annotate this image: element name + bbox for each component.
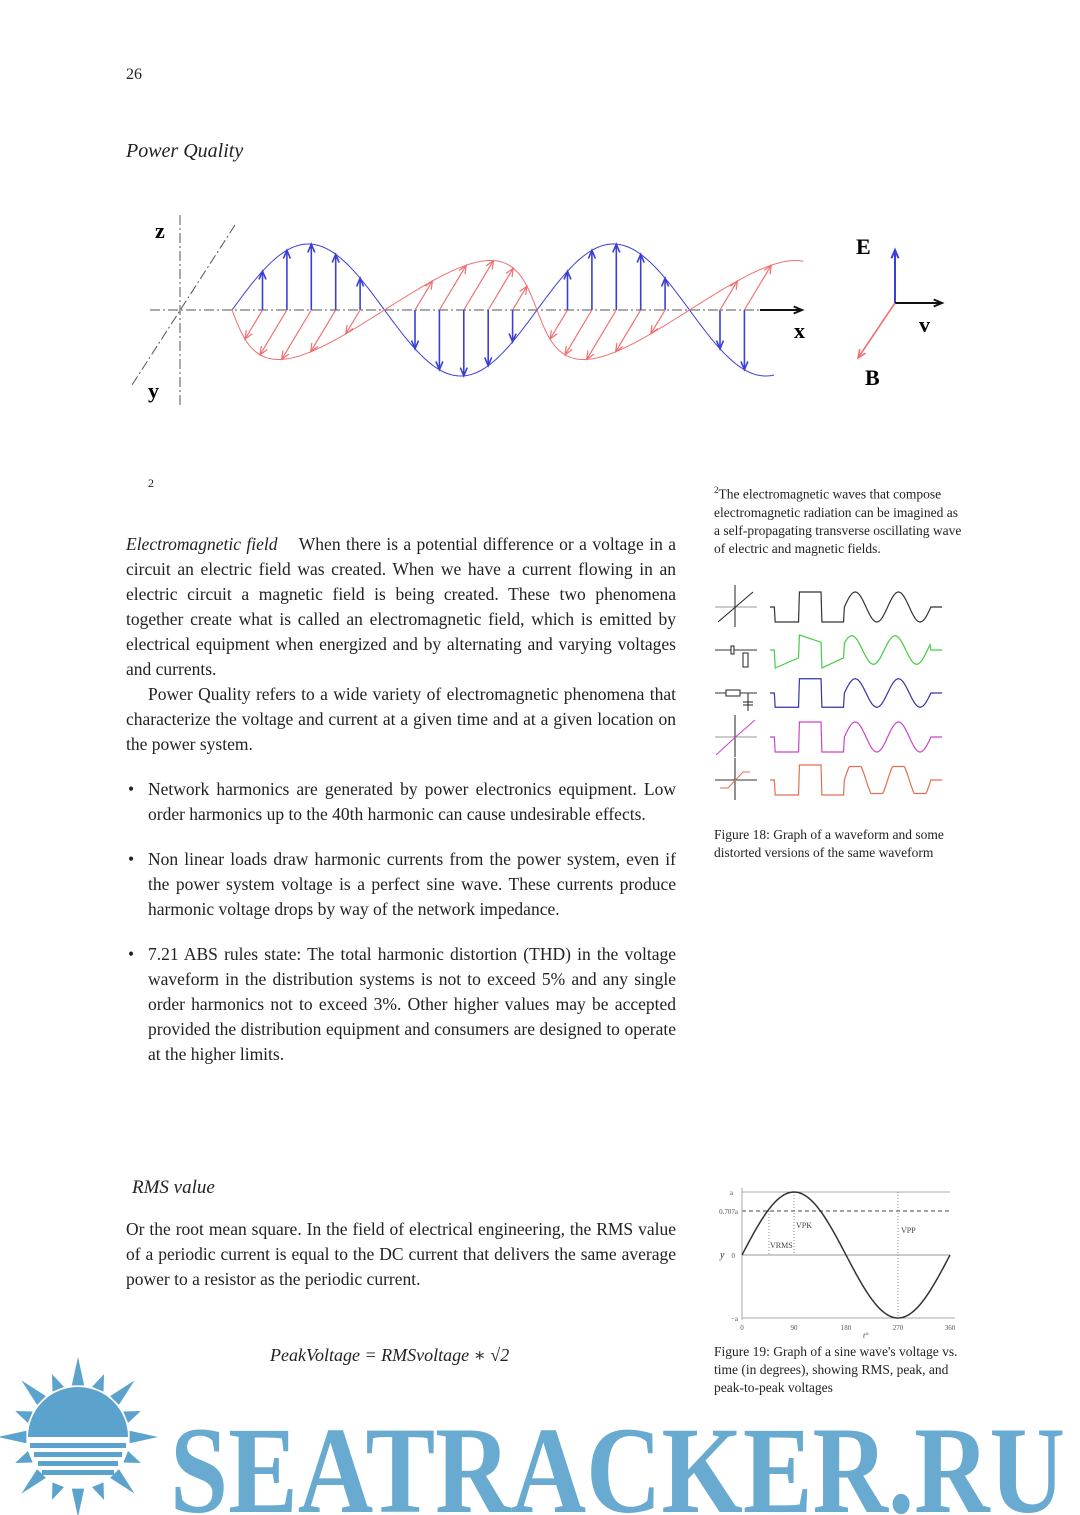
x-tick: 90 bbox=[790, 1324, 798, 1332]
bullet-item: • 7.21 ABS rules state: The total harmonic distortion (THD) in the voltage waveform in the distribution systems is not to exceed 5% and any single order harmonics not to exceed 3%. Other higher values may be accepted provided the distribution equipment and consumers are designed to operate at the higher limits. bbox=[126, 942, 676, 1067]
y-axis-label: y bbox=[720, 1250, 725, 1261]
waveform bbox=[770, 765, 942, 795]
e-vector-label: E bbox=[856, 234, 871, 259]
sidenote-text: The electromagnetic waves that compose electromagnetic radiation can be imagined as a self-propagating transverse oscillating wave of electric and magnetic fields. bbox=[714, 486, 962, 556]
magnetic-field-arrow bbox=[311, 310, 336, 352]
sun-ray bbox=[21, 1380, 45, 1404]
magnetic-field-arrow-head bbox=[587, 350, 594, 359]
sine-rms-figure bbox=[700, 1180, 970, 1340]
watermark bbox=[0, 1355, 1080, 1515]
z-axis-label: z bbox=[155, 218, 165, 243]
section-heading: Electromagnetic field bbox=[126, 534, 278, 554]
magnetic-field-arrow bbox=[565, 310, 592, 355]
x-tick: 270 bbox=[892, 1324, 904, 1332]
y-tick: a bbox=[729, 1189, 733, 1197]
sun-ray bbox=[72, 1489, 84, 1515]
paragraph: When there is a potential difference or a voltage in a circuit an electric field was created. When we have a current flowing in an electric circuit a magnetic field is being created. These two phenomena together create what is called an electromagnetic field, which is emitted by electrical equipment when energized and by alternating and varying voltages and currents. bbox=[126, 534, 676, 679]
bullet-list bbox=[126, 777, 676, 1067]
magnetic-field-arrow bbox=[282, 310, 312, 359]
magnetic-field-arrow-head bbox=[520, 286, 527, 295]
sun-reflection bbox=[42, 1470, 114, 1475]
magnetic-field-arrow bbox=[550, 310, 567, 339]
sun-reflection bbox=[30, 1443, 126, 1448]
resistor-icon bbox=[726, 690, 740, 696]
sidenote bbox=[714, 481, 964, 558]
vrms-label: VRMS bbox=[770, 1241, 793, 1250]
magnetic-field-arrow bbox=[488, 268, 513, 310]
magnetic-field-arrow-head bbox=[245, 330, 252, 339]
waveform bbox=[770, 592, 942, 622]
magnetic-field-arrow bbox=[720, 281, 737, 310]
x-axis-label: t° bbox=[863, 1331, 869, 1340]
em-wave-drawing bbox=[132, 215, 942, 405]
v-vector-label: v bbox=[919, 312, 930, 337]
magnetic-field-arrow-head bbox=[565, 346, 572, 355]
magnetic-field-arrow bbox=[415, 281, 432, 310]
magnetic-field-arrow-head bbox=[550, 330, 557, 339]
sun-ray bbox=[52, 1374, 64, 1392]
sun-logo-icon bbox=[0, 1357, 158, 1515]
sun-ray bbox=[15, 1411, 33, 1423]
sun-ray bbox=[123, 1451, 141, 1463]
x-tick: 360 bbox=[944, 1324, 956, 1332]
vpp-label: VPP bbox=[901, 1226, 916, 1235]
x-axis-label: x bbox=[794, 318, 805, 343]
waveform bbox=[770, 722, 942, 752]
figure19-caption: Figure 19: Graph of a sine wave's voltage vs. time (in degrees), showing RMS, peak, and peak-to-peak voltages bbox=[714, 1344, 958, 1395]
paragraph: Or the root mean square. In the field of electrical engineering, the RMS value of a periodic current is equal to the DC current that delivers the same average power to a resistor as the periodic current. bbox=[126, 1219, 676, 1289]
sun-ray bbox=[110, 1380, 134, 1404]
magnetic-field-arrow bbox=[346, 310, 360, 334]
sidenote-mark: 2 bbox=[714, 485, 719, 495]
waveform-distortion-figure bbox=[700, 580, 960, 800]
waveform-drawing bbox=[715, 585, 942, 800]
waveform bbox=[770, 635, 942, 668]
magnetic-field-arrow-head bbox=[282, 350, 289, 359]
footnote-mark: 2 bbox=[148, 476, 154, 490]
figure18-caption: Figure 18: Graph of a waveform and some distorted versions of the same waveform bbox=[714, 827, 944, 860]
magnetic-field-arrow bbox=[651, 310, 665, 334]
watermark-text: SEATRACKER.RU bbox=[170, 1402, 1065, 1515]
waveform bbox=[770, 679, 942, 708]
vpk-label: VPK bbox=[796, 1221, 813, 1230]
sun-ray bbox=[52, 1482, 64, 1500]
sun-ray bbox=[15, 1451, 33, 1463]
magnetic-field-arrow-head bbox=[506, 268, 513, 277]
magnetic-field-arrow-head bbox=[425, 281, 432, 290]
magnetic-field-arrow-head bbox=[651, 325, 658, 334]
sun-reflection bbox=[34, 1452, 122, 1457]
running-head: Power Quality bbox=[126, 140, 244, 162]
y-tick: 0.707a bbox=[719, 1208, 738, 1216]
sun-ray bbox=[123, 1411, 141, 1423]
magnetic-field-arrow bbox=[616, 310, 641, 352]
sun-ray bbox=[72, 1357, 84, 1385]
sun-ray bbox=[130, 1431, 158, 1443]
sun-reflection bbox=[38, 1461, 118, 1466]
magnetic-field-arrow bbox=[513, 286, 527, 310]
x-tick: 0 bbox=[740, 1324, 744, 1332]
magnetic-field-arrow-head bbox=[730, 281, 737, 290]
magnetic-field-arrow bbox=[245, 310, 262, 339]
magnetic-field-arrow bbox=[587, 310, 617, 359]
b-vector-label: B bbox=[865, 365, 880, 390]
resistor-icon bbox=[743, 653, 748, 667]
equation: PeakVoltage = RMSvoltage ∗ √2 bbox=[270, 1345, 510, 1365]
bullet-item: • Network harmonics are generated by power electronics equipment. Low order harmonics up to the 40th harmonic can cause undesirable effects. bbox=[126, 777, 676, 827]
magnetic-field-arrow-head bbox=[346, 325, 353, 334]
section-electromagnetic-field bbox=[126, 532, 676, 1087]
paragraph: Power Quality refers to a wide variety of electromagnetic phenomena that characterize the voltage and current at a given time and at a given location on the power system. bbox=[126, 684, 676, 754]
y-axis bbox=[132, 225, 235, 385]
em-wave-figure bbox=[0, 200, 1080, 420]
sun-ray bbox=[92, 1482, 104, 1500]
y-tick: 0 bbox=[731, 1252, 735, 1260]
capacitor-icon bbox=[731, 646, 734, 654]
magnetic-field-arrow bbox=[464, 261, 494, 310]
magnetic-field-arrow-head bbox=[260, 346, 267, 355]
sun-ray bbox=[0, 1431, 26, 1443]
b-vector-arrow bbox=[858, 303, 895, 358]
x-tick: 180 bbox=[840, 1324, 852, 1332]
magnetic-field-arrow bbox=[744, 265, 771, 310]
magnetic-field-arrow bbox=[439, 265, 466, 310]
y-axis-label: y bbox=[148, 378, 159, 403]
y-tick: −a bbox=[730, 1315, 738, 1323]
bullet-item: • Non linear loads draw harmonic currents from the power system, even if the power system voltage is a perfect sine wave. These currents produce harmonic voltage drops by way of the network impedance. bbox=[126, 847, 676, 922]
magnetic-field-arrow-head bbox=[486, 261, 493, 270]
magnetic-field-arrow bbox=[260, 310, 287, 355]
section-heading: RMS value bbox=[132, 1177, 215, 1198]
sun-ray bbox=[92, 1374, 104, 1392]
page-number: 26 bbox=[126, 66, 142, 83]
